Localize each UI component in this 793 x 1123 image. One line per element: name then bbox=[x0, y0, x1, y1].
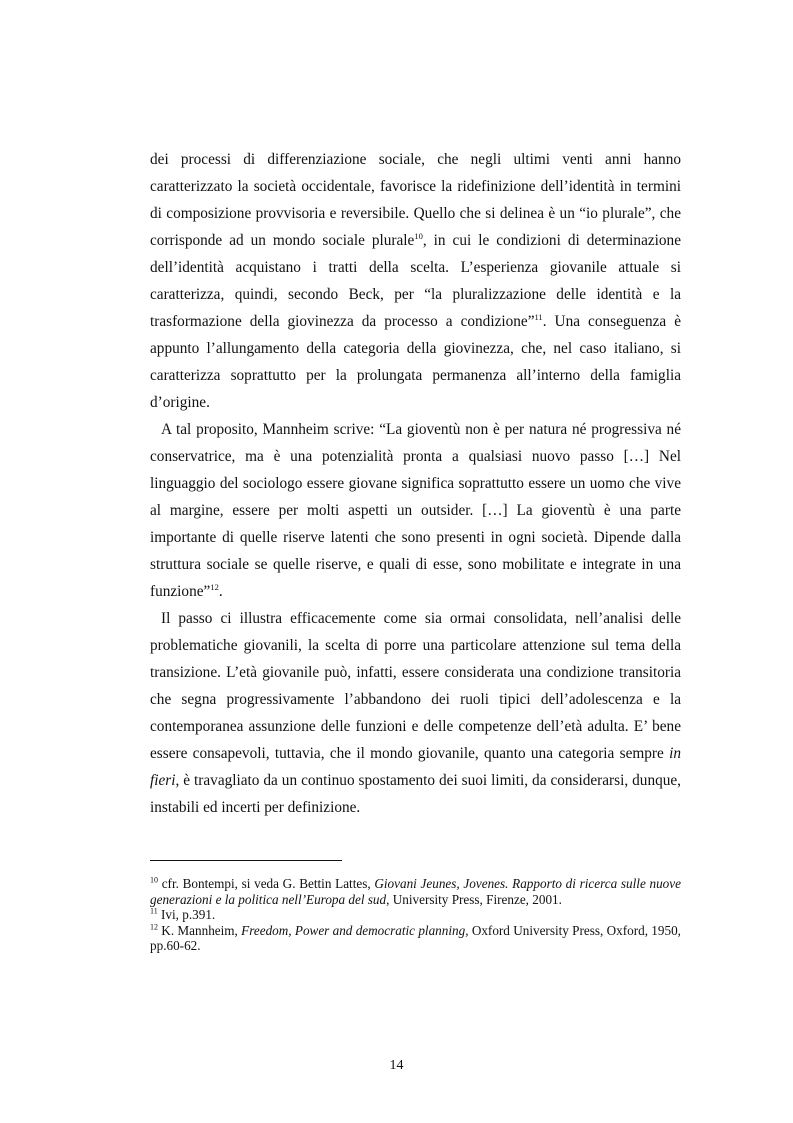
footnote-separator bbox=[150, 860, 342, 861]
footnote-text: , University Press, Firenze, 2001. bbox=[386, 891, 562, 907]
paragraph-3-italic: in fieri bbox=[150, 745, 681, 789]
page-number: 14 bbox=[389, 1058, 404, 1073]
paragraph-3-text-a: Il passo ci illustra efficacemente come sia ormai consolidata, nell’analisi delle problematiche giovanili, la scelta di porre una particolare attenzione sul tema della transizione. L’età giovanile può, infatti, essere considerata una condizione transitoria che segna progressivamente l’abbandono dei ruoli tipici dell’adolescenza e la contemporanea assunzione delle funzioni e delle competenze dell’età adulta. E’ bene essere consapevoli, tuttavia, che il mondo giovanile, quanto una categoria sempre bbox=[150, 610, 681, 762]
footnote-11 bbox=[150, 907, 681, 923]
footnote-italic: Freedom, Power and democratic planning, bbox=[241, 922, 469, 938]
paragraph-2-text-b: . bbox=[218, 583, 223, 600]
paragraph-1-text-c: . Una conseguenza è appunto l’allungamento della categoria della giovinezza, che, nel caso italiano, si caratterizza soprattutto per la prolungata permanenza all’interno della famiglia d’origine. bbox=[150, 313, 681, 411]
main-text bbox=[150, 146, 681, 821]
paragraph-1-text-b: , in cui le condizioni di determinazione dell’identità acquistano i tratti della scelta. L’esperienza giovanile attuale si caratterizza, quindi, secondo Beck, per “la pluralizzazione delle identità e la trasformazione della giovinezza da processo a condizione” bbox=[150, 232, 681, 330]
footnote-text: cfr. Bontempi, si veda G. Bettin Lattes, bbox=[158, 876, 375, 891]
paragraph-3-text-b: , è travagliato da un continuo spostamento dei suoi limiti, da considerarsi, dunque, instabili ed incerti per definizione. bbox=[150, 772, 681, 816]
footnote-text: K. Mannheim, bbox=[158, 922, 242, 938]
footnote-number: 12 bbox=[150, 922, 158, 932]
footnote-ref-10: 10 bbox=[414, 230, 423, 241]
paragraph-1 bbox=[150, 146, 681, 416]
footnote-text: Oxford University Press, Oxford, 1950, pp.60-62. bbox=[150, 922, 681, 953]
paragraph-2 bbox=[150, 416, 681, 605]
footnote-10 bbox=[150, 876, 681, 907]
footnote-number: 11 bbox=[150, 906, 158, 916]
footnotes bbox=[150, 876, 681, 954]
footnote-12 bbox=[150, 923, 681, 954]
paragraph-1-text-a: dei processi di differenziazione sociale, che negli ultimi venti anni hanno caratterizzato la società occidentale, favorisce la ridefinizione dell’identità in termini di composizione provvisoria e reversibile. Quello che si delinea è un “io plurale”, che corrisponde ad un mondo sociale plurale bbox=[150, 151, 681, 249]
footnote-ref-12: 12 bbox=[210, 581, 219, 592]
paragraph-3 bbox=[150, 605, 681, 821]
paragraph-2-text-a: A tal proposito, Mannheim scrive: “La gioventù non è per natura né progressiva né conservatrice, ma è una potenzialità pronta a qualsiasi nuovo passo […] Nel linguaggio del sociologo essere giovane significa soprattutto essere un uomo che vive al margine, essere per molti aspetti un outsider. […] La gioventù è una parte importante di quelle riserve latenti che sono presenti in ogni società. Dipende dalla struttura sociale se quelle riserve, e quali di esse, sono mobilitate e integrate in una funzione” bbox=[150, 421, 681, 600]
footnote-ref-11: 11 bbox=[534, 311, 543, 322]
footnote-number: 10 bbox=[150, 875, 158, 885]
footnote-text: Ivi, p.391. bbox=[157, 907, 216, 922]
footnote-italic: Giovani Jeunes, Jovenes. Rapporto di ricerca sulle nuove generazioni e la politica nell’Europa del sud bbox=[150, 876, 681, 907]
